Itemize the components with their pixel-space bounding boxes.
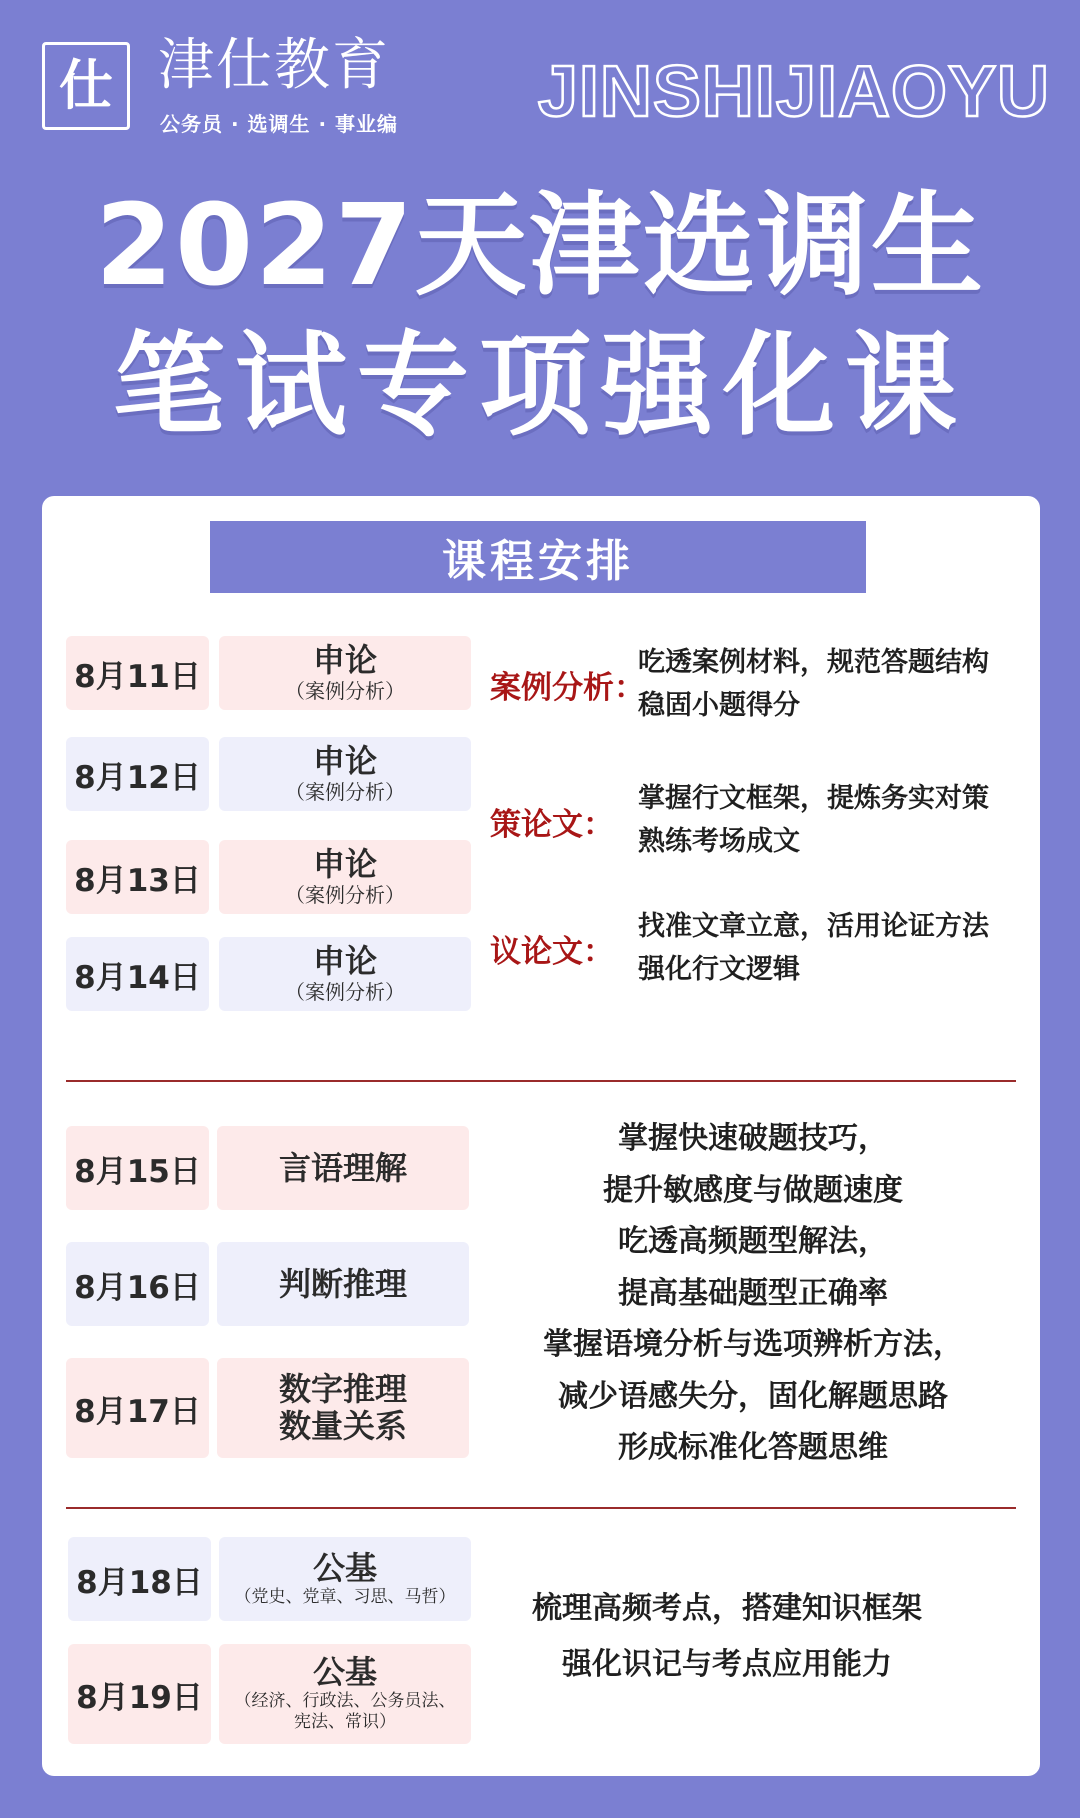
brand-name: 津仕教育: [158, 33, 390, 98]
session-date: 8月11日: [66, 636, 209, 710]
session-subject-cell: [217, 1358, 469, 1458]
session-subject: 申论: [312, 942, 377, 981]
session-note: （案例分析）: [285, 882, 405, 907]
session-subject: 数量关系: [278, 1407, 407, 1445]
session-date: 8月13日: [66, 840, 209, 914]
category-label: 议论文：: [490, 934, 614, 970]
session-subject: 数字推理: [278, 1370, 407, 1409]
session-date: 8月14日: [66, 937, 209, 1011]
session-note: （案例分析）: [285, 779, 405, 804]
brand-subtitle: 公务员 · 选调生 · 事业编: [160, 112, 399, 136]
session-date: 8月15日: [66, 1126, 209, 1210]
session-subject: 言语理解: [278, 1148, 407, 1187]
schedule-banner: 课程安排: [210, 521, 866, 593]
session-date: 8月19日: [68, 1644, 211, 1744]
category-label: 策论文：: [490, 807, 614, 843]
session-note: 宪法、常识）: [294, 1712, 396, 1733]
goals-text: 掌握快速破题技巧， 提升敏感度与做题速度 吃透高频题型解法， 提高基础题型正确率 掌握语境分析与选项辨析方法， 减少语感失分，固化解题思路 形成标准化答题思维: [543, 1121, 963, 1465]
session-subject-cell: [219, 937, 471, 1011]
session-date: 8月12日: [66, 737, 209, 811]
session-subject: 申论: [312, 641, 377, 680]
session-note: （案例分析）: [285, 979, 405, 1004]
session-subject-cell: [219, 840, 471, 914]
page-title-line-2: 笔试专项强化课: [113, 321, 967, 451]
session-subject-cell: [217, 1242, 469, 1326]
category-description: 掌握行文框架，提炼务实对策 熟练考场成文: [638, 783, 989, 858]
session-subject: 判断推理: [278, 1264, 407, 1303]
page-title-line-1: 2027天津选调生: [95, 181, 985, 311]
category-description: 吃透案例材料，规范答题结构 稳固小题得分: [638, 647, 989, 722]
session-note: （党史、党章、习思、马哲）: [234, 1586, 456, 1607]
brand-logo: [42, 42, 130, 130]
session-note: （经济、行政法、公务员法、: [234, 1691, 456, 1712]
session-note: （案例分析）: [285, 678, 405, 703]
session-subject-cell: [217, 1126, 469, 1210]
session-date: 8月17日: [66, 1358, 209, 1458]
session-subject-cell: [219, 737, 471, 811]
category-description: 找准文章立意，活用论证方法 强化行文逻辑: [638, 911, 989, 986]
logo-glyph: 仕: [59, 54, 113, 117]
session-date: 8月16日: [66, 1242, 209, 1326]
schedule-card: [42, 496, 1040, 1776]
category-label: 案例分析：: [490, 670, 645, 706]
goals-text: 梳理高频考点，搭建知识框架 强化识记与考点应用能力: [532, 1591, 922, 1682]
session-subject-cell: [219, 636, 471, 710]
brand-latin-name: JINSHIJIAOYU: [537, 52, 1050, 132]
session-date: 8月18日: [68, 1537, 211, 1621]
section-divider: [66, 1080, 1016, 1082]
session-subject: 公基: [312, 1653, 377, 1692]
session-subject: 申论: [312, 845, 377, 884]
session-subject: 公基: [312, 1548, 377, 1587]
section-divider: [66, 1507, 1016, 1509]
session-subject: 申论: [312, 742, 377, 781]
